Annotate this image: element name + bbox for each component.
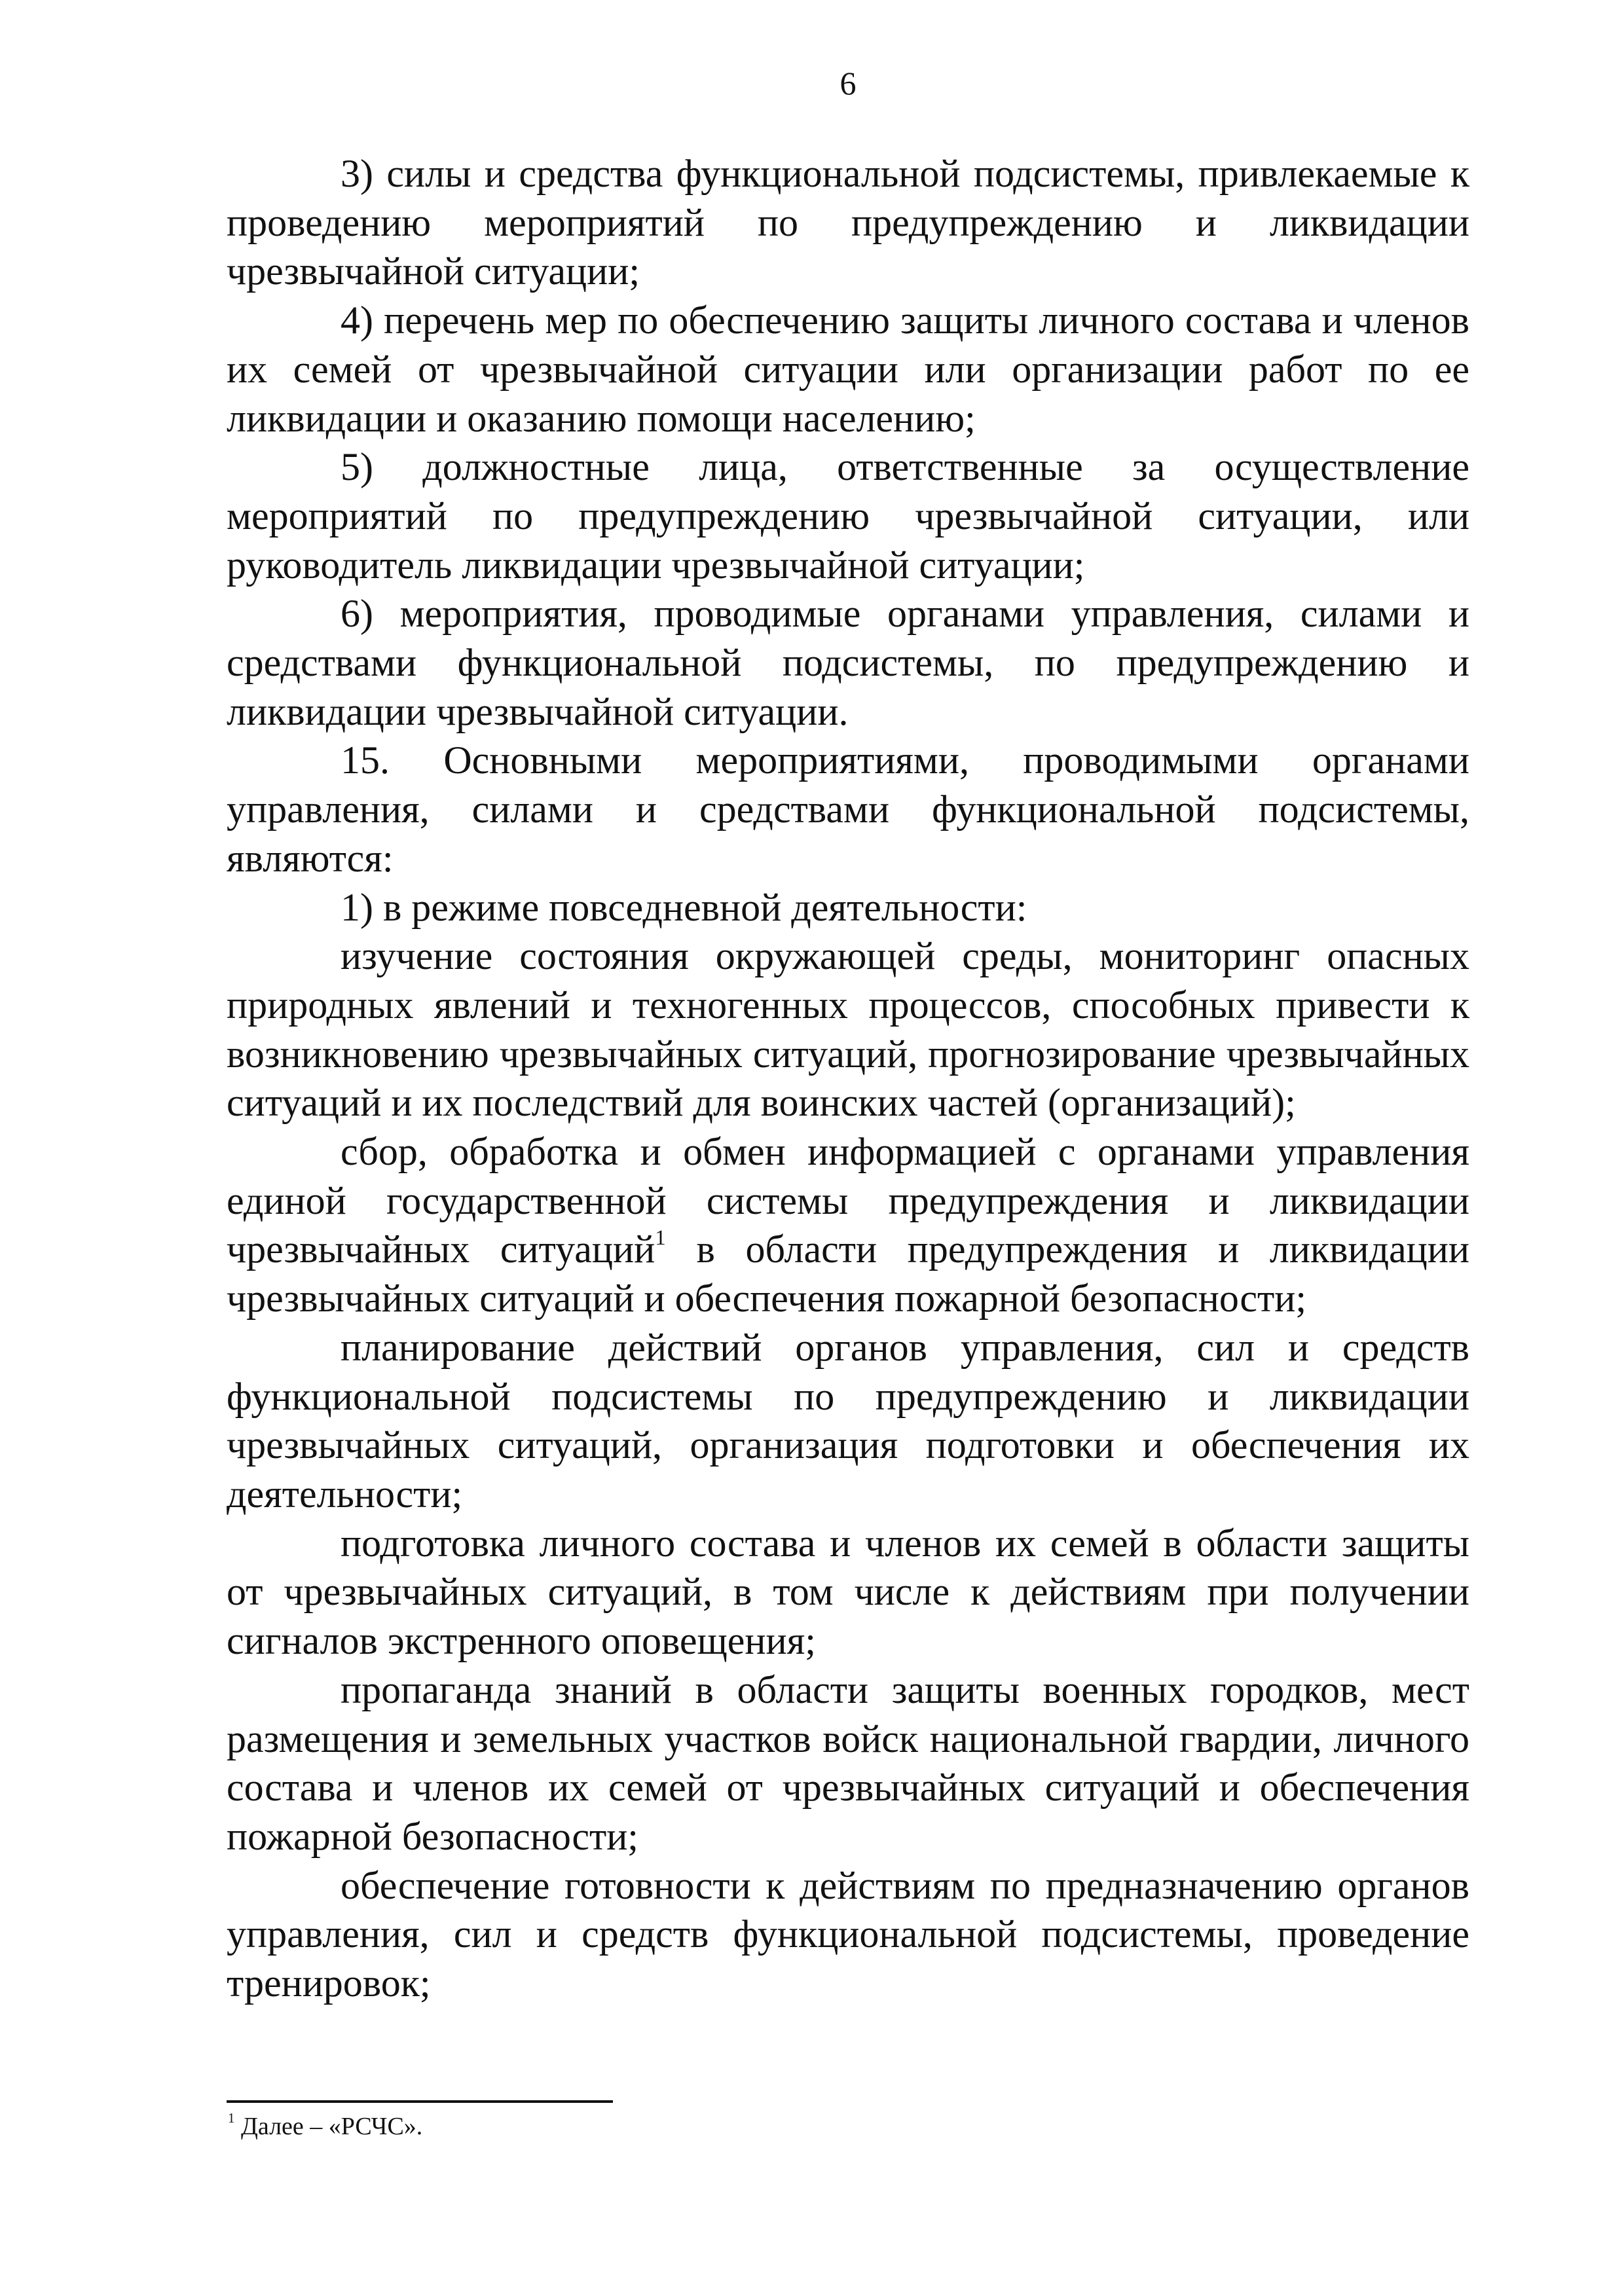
paragraph-personnel-training: подготовка личного состава и членов их семей в области защиты от чрезвычайных ситуаций, в том числе к действиям при получении сигналов экстренного оповещения; <box>227 1521 1469 1663</box>
paragraph-item-5: 5) должностные лица, ответственные за осуществление мероприятий по предупреждению чрезвычайной ситуации, или руководитель ликвидации чрезвычайной ситуации; <box>227 445 1469 587</box>
footnote-divider <box>227 2100 613 2103</box>
paragraph-information-exchange-start: сбор, обработка и обмен информацией с органами управления единой государственной системы предупреждения и ликвидации чрезвычайных ситуаций <box>227 1130 1469 1271</box>
paragraph-item-4: 4) перечень мер по обеспечению защиты личного состава и членов их семей от чрезвычайной ситуации или организации работ по ее ликвидации и оказанию помощи населению; <box>227 299 1469 440</box>
paragraph-planning: планирование действий органов управления, сил и средств функциональной подсистемы по предупреждению и ликвидации чрезвычайных ситуаций, организация подготовки и обеспечения их деятельности; <box>227 1325 1469 1516</box>
paragraph-information-exchange-end: в области предупреждения и ликвидации чрезвычайных ситуаций и обеспечения пожарной безопасности; <box>227 1228 1470 1321</box>
footnote-marker: 1 <box>228 2110 235 2126</box>
page-number: 6 <box>840 65 857 101</box>
paragraph-clause-15: 15. Основными мероприятиями, проводимыми органами управления, силами и средствами функциональной подсистемы, являются: <box>227 738 1469 880</box>
paragraph-item-3: 3) силы и средства функциональной подсистемы, привлекаемые к проведению мероприятий по предупреждению и ликвидации чрезвычайной ситуации; <box>227 152 1469 293</box>
paragraph-item-6: 6) мероприятия, проводимые органами управления, силами и средствами функциональной подсистемы, по предупреждению и ликвидации чрезвычайной ситуации. <box>227 592 1469 733</box>
footnote-text: Далее – «РСЧС». <box>234 2113 423 2140</box>
document-body <box>227 149 1469 2008</box>
paragraph-daily-mode: 1) в режиме повседневной деятельности: <box>341 885 1027 929</box>
paragraph-environment-study: изучение состояния окружающей среды, мониторинг опасных природных явлений и техногенных процессов, способных привести к возникновению чрезвычайных ситуаций, прогнозирование чрезвычайных ситуаций и их последствий для воинских частей (организаций); <box>227 934 1469 1125</box>
paragraph-readiness: обеспечение готовности к действиям по предназначению органов управления, сил и средств функциональной подсистемы, проведение тренировок; <box>227 1863 1469 2005</box>
paragraph-information-exchange <box>227 1127 1469 1323</box>
footnote <box>228 2112 422 2141</box>
footnote-reference: 1 <box>655 1226 666 1250</box>
paragraph-propaganda: пропаганда знаний в области защиты военных городков, мест размещения и земельных участков войск национальной гвардии, личного состава и членов их семей от чрезвычайных ситуаций и обеспечения пожарной безопасности; <box>227 1667 1469 1858</box>
